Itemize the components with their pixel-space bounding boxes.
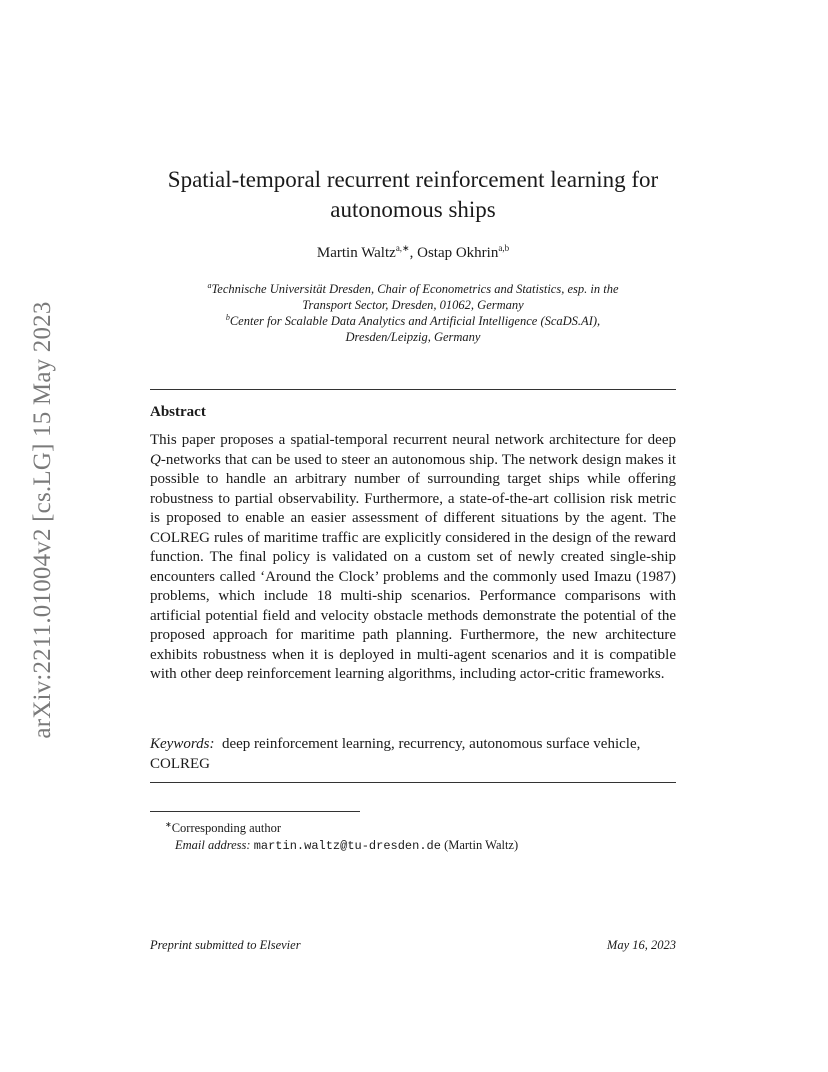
- arxiv-stamp: arXiv:2211.01004v2 [cs.LG] 15 May 2023: [29, 301, 56, 739]
- abstract-text-pre: This paper proposes a spatial-temporal recurrent neural network architecture for deep: [150, 432, 676, 448]
- footnote-corresponding: Corresponding author: [171, 821, 282, 836]
- footnote-rule: [150, 811, 360, 812]
- email-owner: (Martin Waltz): [444, 838, 519, 853]
- author-1-name: Martin Waltz: [316, 245, 396, 261]
- affiliation-a-line-2: Transport Sector, Dresden, 01062, Germany: [302, 298, 524, 313]
- author-1-affil-mark: a,∗: [395, 243, 410, 253]
- abstract-bottom-rule: [150, 782, 676, 783]
- abstract-top-rule: [150, 389, 676, 390]
- author-2-name: Ostap Okhrin: [417, 245, 499, 261]
- paper-title: [150, 165, 676, 225]
- footer-date: May 16, 2023: [606, 938, 676, 952]
- author-2-affil-mark: a,b: [498, 243, 510, 253]
- title-line-1: Spatial-temporal recurrent reinforcement learning for: [167, 167, 659, 192]
- affiliation-a-mark: a: [207, 281, 212, 290]
- q-symbol: Q: [150, 451, 161, 468]
- footnote-mark: ∗: [165, 820, 172, 829]
- affiliation-b-line-2: Dresden/Leipzig, Germany: [345, 330, 481, 345]
- email-address[interactable]: martin.waltz@tu-dresden.de: [253, 839, 441, 854]
- keywords-label: Keywords:: [150, 736, 215, 752]
- keywords: [150, 735, 676, 774]
- author-list: [150, 243, 676, 262]
- email-label: Email address:: [175, 838, 251, 853]
- abstract-text-post: -networks that can be used to steer an autonomous ship. The network design makes it possible to handle an arbitrary number of surrounding target ships while offering robustness to partial observability. Furthermore, a state-of-the-art collision risk metric is proposed to enable an easier assessment of different situations by the agent. The COLREG rules of maritime traffic are explicitly considered in the design of the reward function. The final policy is validated on a custom set of newly created single-ship encounters called ‘Around the Clock’ problems and the commonly used Imazu (1987) problems, which include 18 multi-ship scenarios. Performance comparisons with artificial potential field and velocity obstacle methods demonstrate the potential of the proposed approach for maritime path planning. Furthermore, the new architecture exhibits robustness when it is deployed in multi-agent scenarios and it is compatible with other deep reinforcement learning algorithms, including actor-critic frameworks.: [150, 451, 676, 682]
- abstract-body: [150, 431, 676, 685]
- affiliation-a: [160, 278, 666, 313]
- affiliation-a-line-1: Technische Universität Dresden, Chair of Econometrics and Statistics, esp. in the: [211, 282, 619, 297]
- abstract-heading: Abstract: [150, 404, 206, 420]
- title-line-2: autonomous ships: [330, 197, 496, 222]
- author-separator: ,: [409, 245, 418, 261]
- footer-preprint: Preprint submitted to Elsevier: [150, 938, 301, 952]
- affiliation-b: [160, 310, 666, 345]
- affiliation-b-line-1: Center for Scalable Data Analytics and Artificial Intelligence (ScaDS.AI),: [229, 314, 601, 329]
- footnote: [165, 816, 518, 855]
- affiliation-b-mark: b: [225, 313, 230, 322]
- keywords-text: deep reinforcement learning, recurrency, autonomous surface vehicle, COLREG: [150, 736, 641, 772]
